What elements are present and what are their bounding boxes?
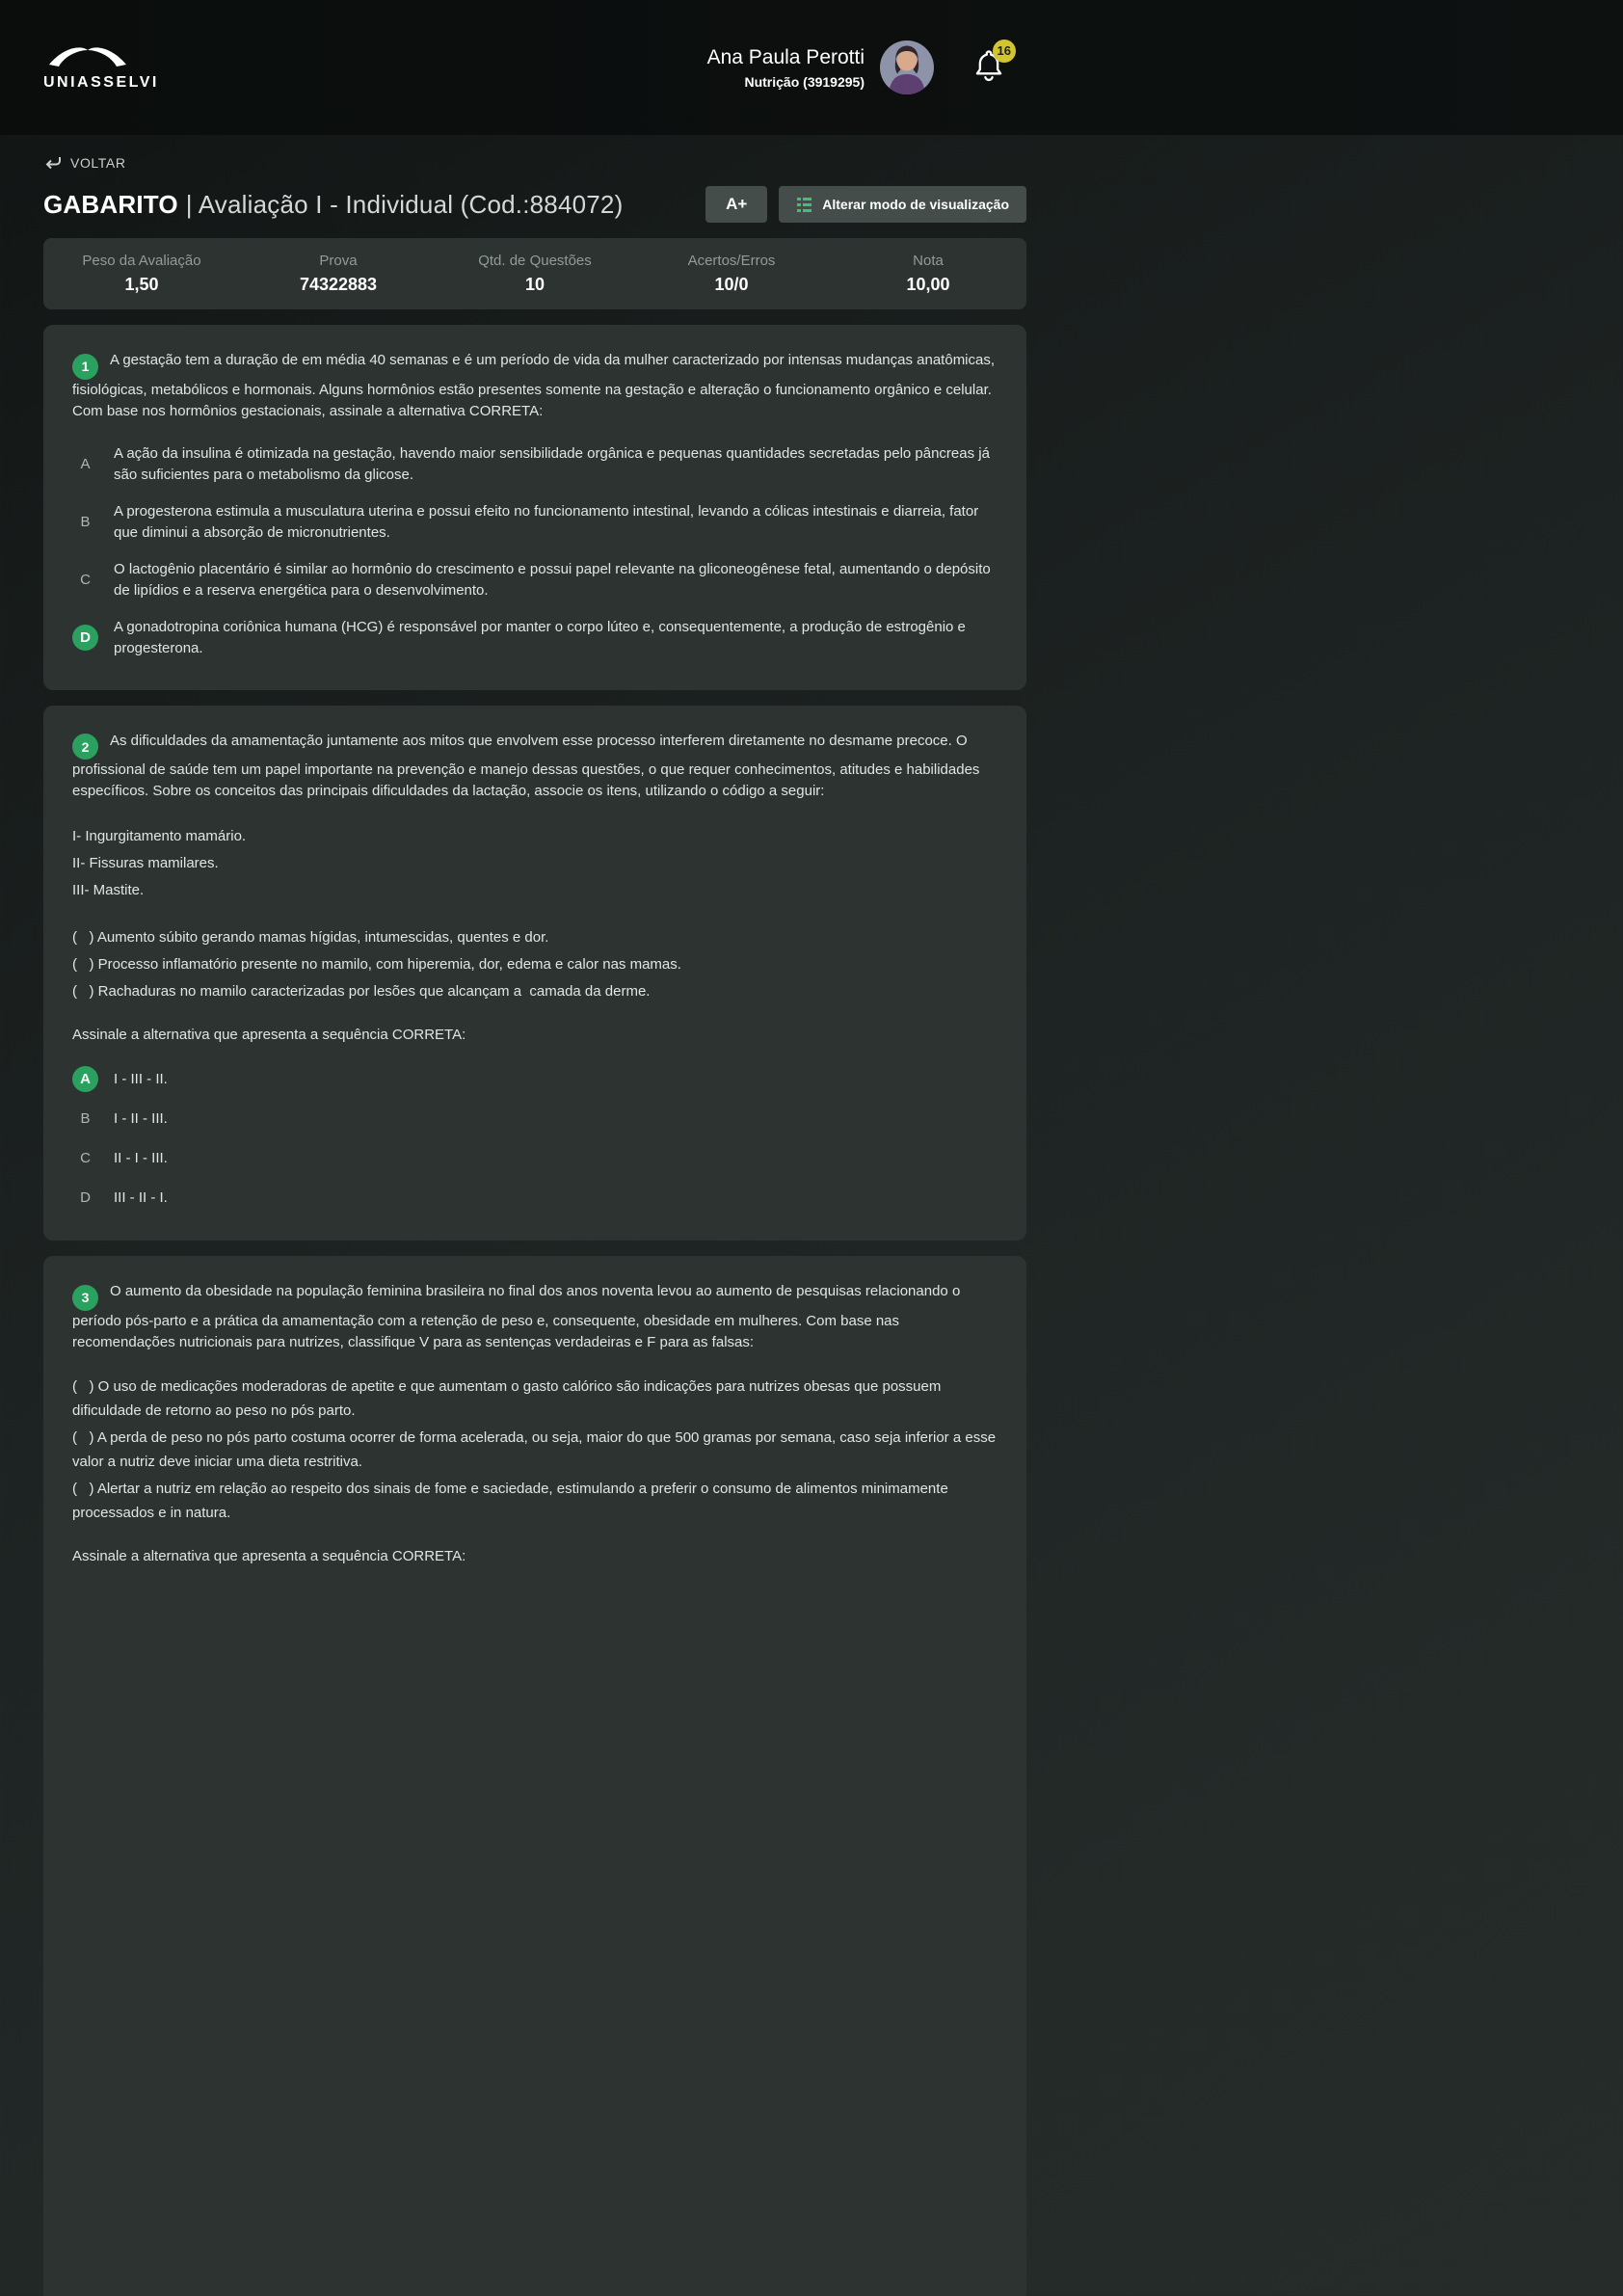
uniasselvi-wings-icon — [43, 43, 132, 70]
question-2-option-a-correct — [72, 1059, 998, 1099]
question-2-number-badge: 2 — [72, 734, 98, 760]
font-size-button[interactable]: A+ — [705, 186, 767, 223]
stat-qtd-questoes — [437, 253, 633, 295]
question-1-text: A gestação tem a duração de em média 40 semanas e é um período de vida da mulher caracterizado por intensas mudanças anatômicas, fisiológicas, metabólicos e hormonais. Alguns hormônios estão presentes somente na gestação e alteração o funcionamento orgânico e celular. Com base nos hormônios gestacionais, assinale a alternativa CORRETA: — [72, 352, 996, 419]
notification-badge: 16 — [993, 40, 1016, 63]
app-header — [0, 0, 1623, 135]
match-item: ( ) Rachaduras no mamilo caracterizadas por lesões que alcançam a camada da derme. — [72, 983, 651, 1000]
stat-nota — [830, 253, 1026, 295]
question-2-options — [72, 1059, 998, 1217]
option-text: A ação da insulina é otimizada na gestação, havendo maior sensibilidade orgânica e pequenas quantidades secretadas pelo pâncreas já são suficientes para o metabolismo da glicose. — [114, 444, 990, 483]
grid-view-icon — [796, 197, 812, 213]
vf-item: ( ) Alertar a nutriz em relação ao respeito dos sinais de fome e saciedade, estimulando a preferir o consumo de alimentos minimamente processados e in natura. — [72, 1480, 952, 1521]
option-text: A gonadotropina coriônica humana (HCG) é responsável por manter o corpo lúteo e, consequentemente, a produção de estrogênio e progesterona. — [114, 618, 966, 656]
option-text: II - I - III. — [114, 1149, 168, 1166]
stat-acertos-erros — [633, 253, 830, 295]
view-mode-button[interactable] — [779, 186, 1026, 223]
stat-label: Acertos/Erros — [687, 253, 776, 269]
roman-item: II- Fissuras mamilares. — [72, 855, 219, 871]
stat-value: 10/0 — [714, 275, 749, 294]
match-item: ( ) Aumento súbito gerando mamas hígidas, intumescidas, quentes e dor. — [72, 929, 549, 946]
stat-value: 10 — [524, 275, 545, 294]
back-link[interactable] — [43, 154, 126, 172]
title-actions — [705, 186, 1026, 223]
stat-value: 74322883 — [299, 275, 378, 294]
stat-label: Prova — [319, 253, 358, 269]
stat-label: Nota — [913, 253, 944, 269]
option-text: O lactogênio placentário é similar ao hormônio do crescimento e possui papel relevante na gliconeogênese fetal, aumentando o depósito de lipídios e a reserva energética para o desenvolvimento. — [114, 560, 991, 599]
option-letter: B — [80, 513, 91, 530]
option-letter: B — [80, 1109, 91, 1127]
title-row — [43, 186, 1026, 223]
notification-bell[interactable] — [972, 43, 1011, 88]
correct-option-badge: D — [72, 625, 98, 651]
question-2-option-b — [72, 1099, 998, 1138]
option-text: I - III - II. — [114, 1070, 168, 1087]
question-1-options — [72, 436, 998, 667]
user-area — [706, 40, 1011, 94]
stat-label: Qtd. de Questões — [478, 253, 592, 269]
question-2-option-d — [72, 1178, 998, 1217]
back-arrow-icon — [43, 154, 63, 172]
stat-value: 1,50 — [124, 275, 159, 294]
vf-item: ( ) A perda de peso no pós parto costuma ocorrer de forma acelerada, ou seja, maior do que 500 gramas por semana, caso seja inferior a esse valor a nutriz deve iniciar uma dieta restritiva. — [72, 1428, 1000, 1470]
question-2-prompt: Assinale a alternativa que apresenta a sequência CORRETA: — [72, 1027, 466, 1043]
question-1-option-c — [72, 551, 998, 609]
stat-label: Peso da Avaliação — [82, 253, 201, 269]
option-letter: C — [80, 1149, 91, 1166]
question-2-text: As dificuldades da amamentação juntamente aos mitos que envolvem esse processo interferem diretamente no desmame precoce. O profissional de saúde tem um papel importante na prevenção e manejo dessas questões, o que requer conhecimentos, atitudes e habilidades específicos. Sobre os conceitos das principais dificuldades da lactação, associe os itens, utilizando o código a seguir: — [72, 732, 980, 799]
option-text: A progesterona estimula a musculatura uterina e possui efeito no funcionamento intestinal, levando a cólicas intestinais e diarreia, fator que diminui a absorção de micronutrientes. — [114, 502, 979, 541]
stat-prova — [240, 253, 437, 295]
question-1-option-d-correct — [72, 609, 998, 667]
stats-bar — [43, 238, 1026, 309]
question-3-number-badge: 3 — [72, 1285, 98, 1311]
question-2-option-c — [72, 1138, 998, 1178]
back-label: VOLTAR — [70, 155, 126, 171]
stat-peso-avaliacao — [43, 253, 240, 295]
stat-value: 10,00 — [906, 275, 950, 294]
question-1-option-b — [72, 494, 998, 551]
option-letter: A — [80, 455, 91, 472]
question-2-roman-list — [72, 823, 998, 904]
option-letter: C — [80, 571, 91, 588]
main-content — [43, 135, 1026, 2296]
option-text: I - II - III. — [114, 1109, 168, 1127]
question-card-2 — [43, 706, 1026, 1241]
page-title-rest: | Avaliação I - Individual (Cod.:884072) — [185, 189, 624, 219]
view-mode-label: Alterar modo de visualização — [822, 197, 1009, 212]
question-2-text-block — [72, 731, 998, 803]
roman-item: I- Ingurgitamento mamário. — [72, 828, 247, 844]
match-item: ( ) Processo inflamatório presente no mamilo, com hiperemia, dor, edema e calor nas mamas. — [72, 956, 681, 973]
question-1-text-block — [72, 350, 998, 422]
correct-option-badge: A — [72, 1066, 98, 1092]
avatar-image — [880, 40, 934, 94]
question-3-vf-items — [72, 1375, 998, 1525]
roman-item: III- Mastite. — [72, 882, 145, 898]
uniasselvi-logo[interactable] — [43, 43, 159, 92]
vf-item: ( ) O uso de medicações moderadoras de apetite e que aumentam o gasto calórico são indicações para nutrizes obesas que possuem dificuldade de retorno ao peso no pós parto. — [72, 1377, 945, 1419]
question-3-prompt: Assinale a alternativa que apresenta a sequência CORRETA: — [72, 1547, 466, 1564]
option-text: III - II - I. — [114, 1188, 168, 1206]
question-3-text: O aumento da obesidade na população feminina brasileira no final dos anos noventa levou ao aumento de pesquisas relacionando o período pós-parto e a prática da amamentação com a retenção de peso e, consequente, obesidade em mulheres. Com base nas recomendações nutricionais para nutrizes, classifique V para as sentenças verdadeiras e F para as falsas: — [72, 1283, 961, 1350]
question-1-number-badge: 1 — [72, 354, 98, 380]
option-letter: D — [80, 1188, 91, 1206]
user-text — [707, 46, 865, 90]
page-title — [43, 190, 623, 220]
user-name: Ana Paula Perotti — [706, 45, 865, 68]
page-title-bold: GABARITO — [43, 189, 178, 219]
question-3-text-block — [72, 1281, 998, 1353]
question-2-match-items — [72, 925, 998, 1003]
question-card-1 — [43, 325, 1026, 690]
user-course: Nutrição (3919295) — [744, 73, 865, 90]
question-1-option-a — [72, 436, 998, 494]
avatar[interactable] — [880, 40, 934, 94]
logo-text: UNIASSELVI — [43, 74, 159, 91]
question-card-3 — [43, 1256, 1026, 2296]
